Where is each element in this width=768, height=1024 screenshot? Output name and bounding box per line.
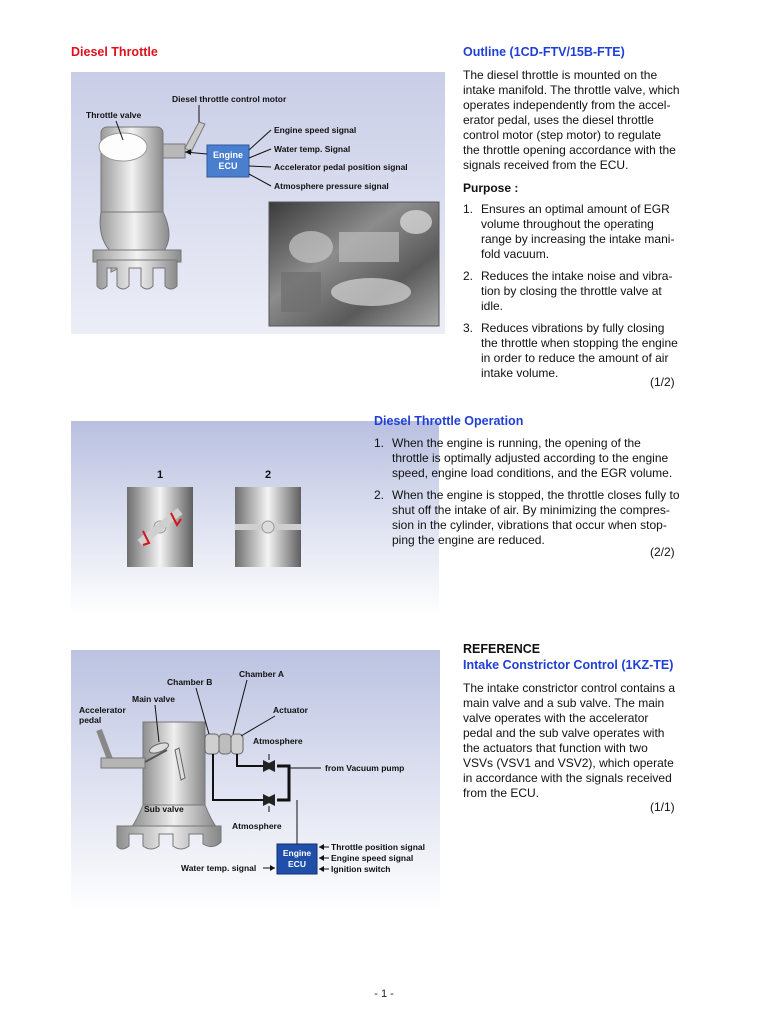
list-item: 2. Reduces the intake noise and vibra-tion by closing the throttle valve at idle. <box>463 269 673 313</box>
svg-text:Actuator: Actuator <box>273 705 308 715</box>
section1-paragraph: The diesel throttle is mounted on the intake manifold. The throttle valve, which operates independently from the accel-erator pedal, uses the diesel throttle control motor (step motor) to regulate the throttle opening accordance with the signals received from the ECU. <box>463 68 680 172</box>
page-ref: (2/2) <box>650 545 675 559</box>
list-item: 1. Ensures an optimal amount of EGR volume throughout the operating range by increasing the intake mani-fold vacuum. <box>463 202 675 261</box>
svg-text:Throttle valve: Throttle valve <box>86 110 142 120</box>
svg-text:ECU: ECU <box>218 161 238 171</box>
list-item: 2. When the engine is stopped, the throttle closes fully to shut off the intake of air. By minimizing the compres-sion in the cylinder, vibrations that occur when stop-ping the engine are reduced. <box>374 488 680 547</box>
svg-text:Engine: Engine <box>282 848 312 858</box>
svg-text:Engine speed signal: Engine speed signal <box>331 853 414 863</box>
svg-text:Atmosphere: Atmosphere <box>253 736 303 746</box>
section1-text <box>463 68 681 388</box>
page-ref: (1/1) <box>650 800 675 814</box>
svg-text:ECU: ECU <box>288 859 306 869</box>
outline-title: Outline (1CD-FTV/15B-FTE) <box>463 45 625 59</box>
svg-text:Accelerator: Accelerator <box>79 705 126 715</box>
svg-text:Engine: Engine <box>212 150 244 160</box>
svg-text:Chamber A: Chamber A <box>239 669 285 679</box>
section3-text <box>463 681 681 809</box>
list-item: 1. When the engine is running, the opening of the throttle is optimally adjusted according to the engine speed, engine load conditions, and the EGR volume. <box>374 436 673 480</box>
page-ref: (1/2) <box>650 375 675 389</box>
section1-title: Diesel Throttle <box>71 45 158 59</box>
svg-text:Water temp. Signal: Water temp. Signal <box>274 144 351 154</box>
section2-text <box>374 436 680 555</box>
svg-text:Atmosphere: Atmosphere <box>232 821 282 831</box>
svg-text:pedal: pedal <box>79 715 102 725</box>
svg-text:from Vacuum pump: from Vacuum pump <box>325 763 405 773</box>
reference-label: REFERENCE <box>463 642 541 656</box>
section3-paragraph: The intake constrictor control contains a main valve and a sub valve. The main valve operates with the accelerator pedal and the sub valve operates with the actuators that function with two VSVs (VSV1 and VSV2), which operate in accordance with the signals received from the ECU. <box>463 681 676 800</box>
svg-text:Diesel throttle control motor: Diesel throttle control motor <box>172 94 287 104</box>
svg-text:Main valve: Main valve <box>132 694 175 704</box>
section3-title: Intake Constrictor Control (1KZ-TE) <box>463 658 674 672</box>
intake-constrictor-diagram <box>71 650 440 912</box>
list-item: 3. Reduces vibrations by fully closing the throttle when stopping the engine in order to reduce the amount of air intake volume. <box>463 321 678 380</box>
svg-text:Throttle position signal: Throttle position signal <box>331 842 425 852</box>
svg-text:Water temp. signal: Water temp. signal <box>181 863 257 873</box>
svg-text:Ignition switch: Ignition switch <box>331 864 391 874</box>
svg-text:2: 2 <box>264 469 272 481</box>
svg-text:Sub valve: Sub valve <box>144 804 184 814</box>
svg-text:Atmosphere pressure signal: Atmosphere pressure signal <box>274 181 389 191</box>
section2-title: Diesel Throttle Operation <box>374 414 524 428</box>
throttle-diagram <box>71 72 445 334</box>
svg-text:Accelerator pedal position sig: Accelerator pedal position signal <box>274 162 408 172</box>
svg-text:1: 1 <box>156 469 164 481</box>
svg-text:Engine speed signal: Engine speed signal <box>274 125 357 135</box>
purpose-label: Purpose : <box>463 181 519 195</box>
svg-text:Chamber B: Chamber B <box>167 677 213 687</box>
page-number: - 1 - <box>374 988 394 1000</box>
